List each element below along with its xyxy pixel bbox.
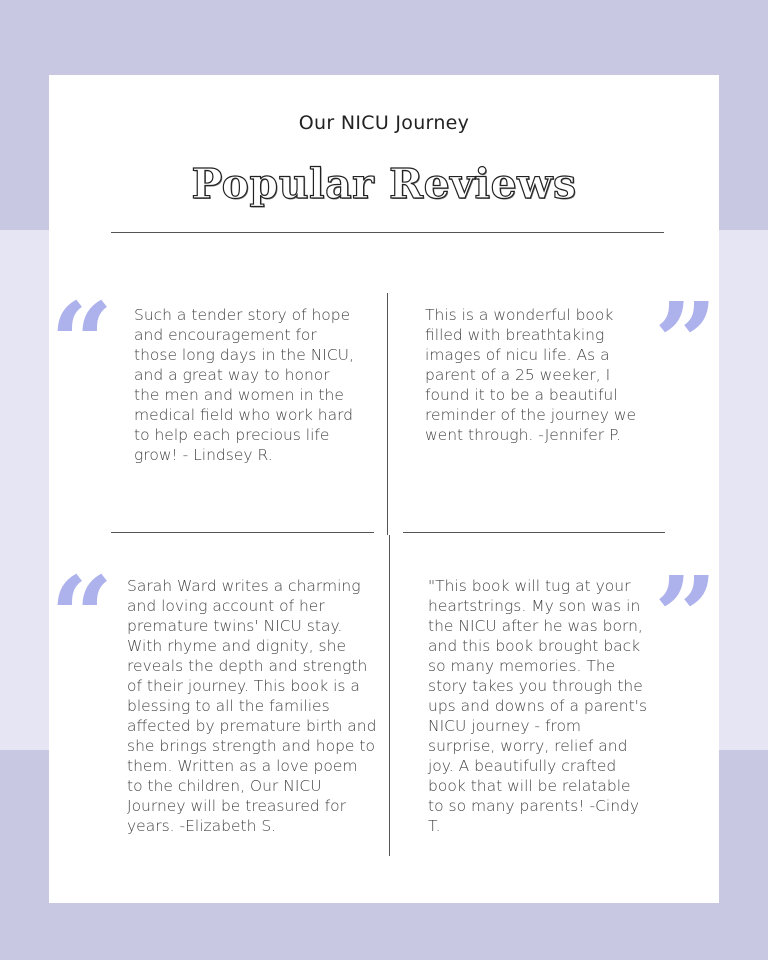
center-divider-top — [387, 293, 388, 535]
open-quote-icon: “ — [50, 278, 114, 407]
book-title: Our NICU Journey — [298, 112, 470, 134]
center-divider-bottom — [389, 535, 390, 856]
close-quote-icon: ” — [654, 552, 718, 681]
close-quote-icon: ” — [654, 278, 718, 407]
title-divider — [111, 232, 664, 233]
review-text-cindy: "This book will tug at your heartstrings. My son was in the NICU after he was born, and this book brought back so many memories. The story takes you through the ups and downs of a parent's NICU journey - from surprise, worry, relief and joy. A beautifully crafted book that will be relatable to so many parents! -Cindy T. — [428, 577, 648, 835]
review-text-jennifer: This is a wonderful book filled with breathtaking images of nicu life. As a parent of a 25 weeker, I found it to be a beautiful reminder of the journey we went through. -Jennifer P. — [425, 306, 637, 444]
left-row-divider — [111, 532, 374, 533]
open-quote-icon: “ — [50, 552, 114, 681]
review-text-lindsey: Such a tender story of hope and encouragement for those long days in the NICU, and a great way to honor the men and women in the medical field who work hard to help each precious life grow! - Lindsey R. — [134, 306, 354, 464]
right-row-divider — [403, 532, 665, 533]
page-title: Popular Reviews — [191, 160, 577, 208]
review-text-elizabeth: Sarah Ward writes a charming and loving account of her premature twins' NICU stay. With rhyme and dignity, she reveals the depth and strength of their journey. This book is a blessing to all the families affected by premature birth and she brings strength and hope to them. Written as a love poem to the children, Our NICU Journey will be treasured for years. -Elizabeth S. — [127, 577, 377, 835]
